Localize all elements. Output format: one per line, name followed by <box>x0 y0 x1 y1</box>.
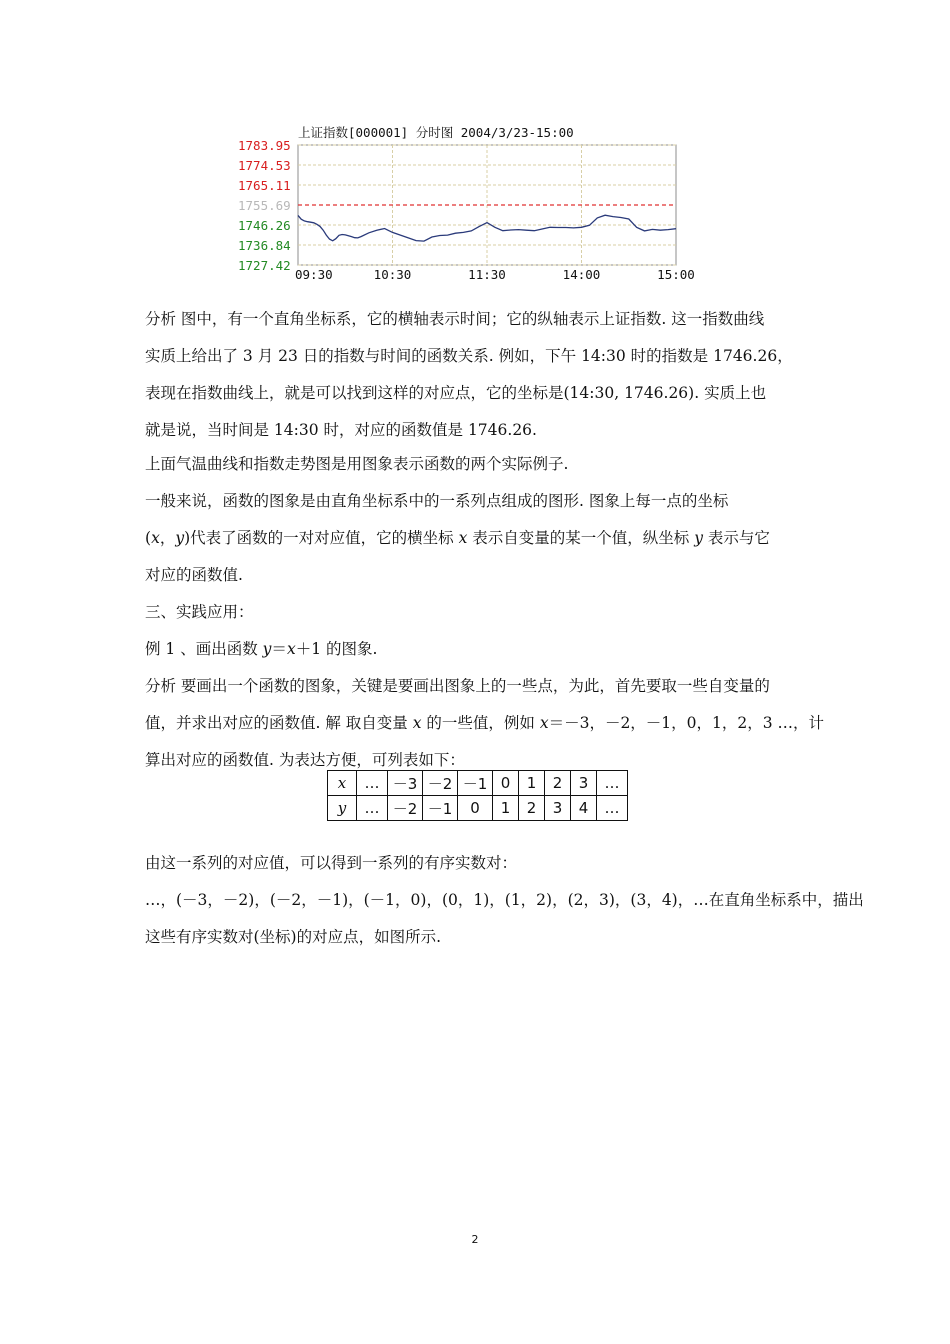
x-tick-label: 15:00 <box>657 267 695 282</box>
table-cell: … <box>357 771 388 796</box>
table-cell: y <box>328 796 357 821</box>
text-line: 算出对应的函数值. 为表达方便，可列表如下： <box>145 751 465 769</box>
table-cell: 4 <box>571 796 597 821</box>
y-tick-label: 1727.42 <box>238 258 291 273</box>
example-heading: 例 1 、画出函数 y＝x＋1 的图象. <box>145 640 378 658</box>
text-line: 这些有序实数对(坐标)的对应点，如图所示. <box>145 928 442 946</box>
table-cell: … <box>597 796 628 821</box>
x-tick-label: 09:30 <box>295 267 333 282</box>
table-cell: 2 <box>519 796 545 821</box>
table-row-x <box>328 771 628 796</box>
table-cell: －2 <box>423 771 458 796</box>
table-cell: －1 <box>458 771 493 796</box>
text-line: 分析 要画出一个函数的图象，关键是要画出图象上的一些点，为此，首先要取一些自变量的 <box>145 677 770 695</box>
table-cell: 3 <box>545 796 571 821</box>
table-cell: x <box>328 771 357 796</box>
text-line: 值，并求出对应的函数值. 解 取自变量 x 的一些值，例如 x＝－3，－2，－1，0，1，2，3 …，计 <box>145 714 825 732</box>
y-tick-label: 1774.53 <box>238 157 291 173</box>
table-cell: 3 <box>571 771 597 796</box>
table-cell: －2 <box>388 796 423 821</box>
y-tick-label: 1755.69 <box>238 197 291 213</box>
function-value-table <box>327 770 628 821</box>
y-tick-label: 1765.11 <box>238 177 291 193</box>
table-row-y <box>328 796 628 821</box>
text-line: 上面气温曲线和指数走势图是用图象表示函数的两个实际例子. <box>145 455 569 473</box>
table-cell: －3 <box>388 771 423 796</box>
x-tick-label: 10:30 <box>373 267 412 282</box>
table-cell: … <box>597 771 628 796</box>
x-tick-label: 11:30 <box>468 267 506 282</box>
x-tick-label: 14:00 <box>562 267 601 282</box>
text-line: 对应的函数值. <box>145 566 243 584</box>
table-cell: 0 <box>493 771 519 796</box>
table-cell: －1 <box>423 796 458 821</box>
text-line: 实质上给出了 3 月 23 日的指数与时间的函数关系. 例如，下午 14:30 时的指数是 1746.26， <box>145 347 793 365</box>
text-line: …，(－3，－2)，(－2，－1)，(－1，0)，(0，1)，(1，2)，(2，3)，(3，4)，…在直角坐标系中，描出 <box>145 891 864 909</box>
y-tick-label: 1783.95 <box>238 138 291 153</box>
text-line: 由这一系列的对应值，可以得到一系列的有序实数对： <box>145 854 518 872</box>
analysis-paragraph <box>145 301 815 449</box>
table-cell: … <box>357 796 388 821</box>
y-tick-label: 1746.26 <box>238 218 291 234</box>
chart-title: 上证指数[000001] 分时图 2004/3/23-15:00 <box>298 125 574 140</box>
stock-chart <box>236 120 716 288</box>
table-cell: 1 <box>519 771 545 796</box>
conclusion-paragraph <box>145 845 864 956</box>
text-line: (x，y)代表了函数的一对对应值，它的横坐标 x 表示自变量的某一个值，纵坐标 y 表示与它 <box>145 529 770 547</box>
text-line: 表现在指数曲线上，就是可以找到这样的对应点，它的坐标是(14:30, 1746.26). 实质上也 <box>145 384 767 402</box>
page-number: 2 <box>471 1233 479 1246</box>
y-tick-label: 1736.84 <box>238 238 291 254</box>
text-line: 一般来说，函数的图象是由直角坐标系中的一系列点组成的图形. 图象上每一点的坐标 <box>145 492 729 510</box>
explanation-paragraph <box>145 446 825 779</box>
table-cell: 1 <box>493 796 519 821</box>
stock-chart-figure <box>236 120 716 288</box>
text-line: 就是说，当时间是 14:30 时，对应的函数值是 1746.26. <box>145 421 537 439</box>
table-cell: 0 <box>458 796 493 821</box>
section-heading: 三、实践应用： <box>145 603 254 621</box>
text-line: 分析 图中，有一个直角坐标系，它的横轴表示时间；它的纵轴表示上证指数. 这一指数曲线 <box>145 310 765 328</box>
table-cell: 2 <box>545 771 571 796</box>
